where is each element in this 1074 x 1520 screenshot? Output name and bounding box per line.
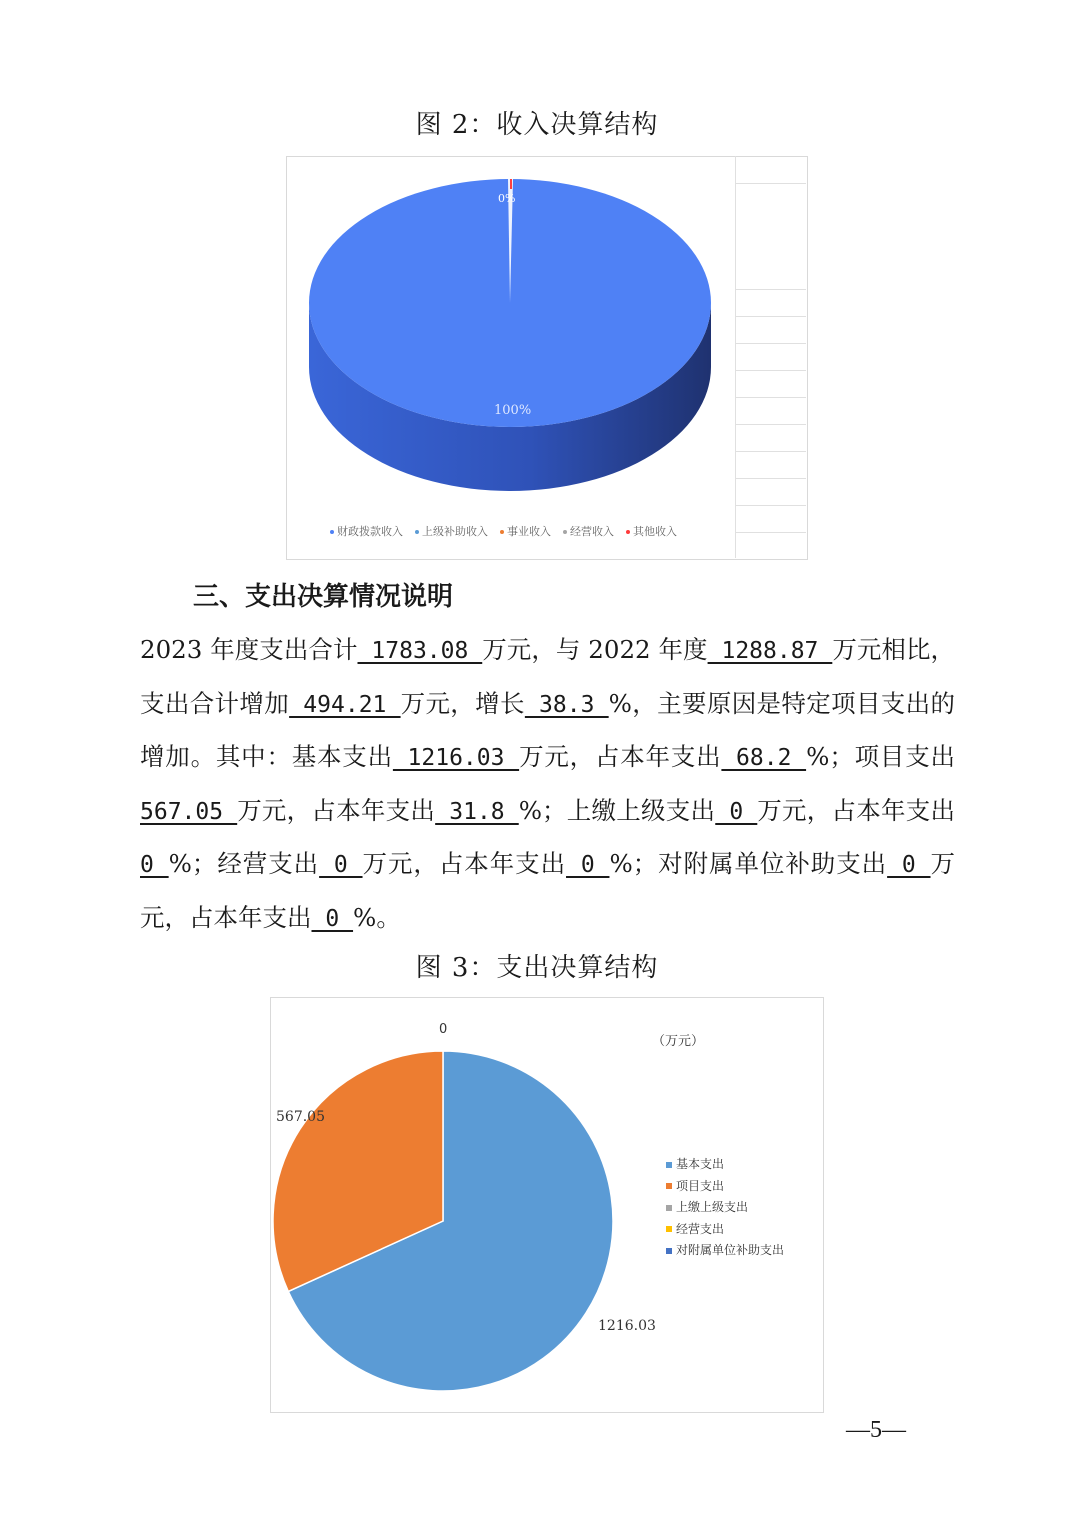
legend-square-icon [666,1226,672,1232]
legend-dot-icon [500,530,504,534]
paragraph-text: 万元，占本年支出 [140,849,956,932]
legend-item [500,523,551,539]
legend-label: 项目支出 [676,1178,725,1193]
paragraph-text: 万元，占本年支出 [362,849,567,878]
underlined-value: 567.05 [140,798,238,825]
paragraph-text: 万元相比，支出合计增加 [140,635,956,718]
legend-item [330,523,403,539]
paragraph-text: 2023 年度支出合计 [140,635,358,664]
underlined-value: 0 [887,852,931,878]
paragraph-text: 万元，占本年支出 [519,742,722,771]
paragraph-text: %；经营支出 [168,849,320,878]
underlined-value: 1216.03 [392,745,520,771]
legend-dot-icon [626,530,630,534]
figure2-pie [309,179,711,491]
legend-item [666,1154,784,1176]
paragraph-text: %，主要原因是特定项目支出的增加。其中：基本支出 [140,688,956,771]
legend-square-icon [666,1162,672,1168]
legend-square-icon [666,1205,672,1211]
figure3-caption: 图 3：支出决算结构 [415,953,659,983]
underlined-value: 494.21 [289,691,401,718]
legend-label: 财政拨款收入 [337,525,403,538]
paragraph-text: 万元，占本年支出 [757,795,956,825]
paragraph-text: %。 [353,902,401,932]
paragraph-text: %；对附属单位补助支出 [609,849,888,878]
underlined-value: 1288.87 [707,638,833,664]
legend-label: 经营收入 [570,525,614,538]
legend-square-icon [666,1248,672,1254]
figure2-pie-svg [286,156,736,516]
figure3-label-zero: 0 [439,1022,448,1037]
paragraph-text: 万元，与 2022 年度 [482,635,708,664]
legend-label: 其他收入 [633,525,677,538]
paragraph-text: 万元，占本年支出 [237,795,436,825]
figure2-legend [330,523,677,539]
legend-label: 对附属单位补助支出 [676,1243,785,1257]
expenditure-paragraph [140,624,955,945]
figure2-label-small: 0% [498,192,516,205]
underlined-value: 0 [715,798,758,825]
figure2-caption: 图 2：收入决算结构 [415,110,659,140]
paragraph-text: 万元，增长 [400,688,525,718]
legend-item [666,1240,784,1262]
legend-label: 经营支出 [676,1221,725,1236]
legend-item [666,1176,784,1198]
underlined-value: 0 [311,905,354,932]
legend-dot-icon [415,530,419,534]
legend-item [666,1219,784,1241]
legend-square-icon [666,1183,672,1189]
underlined-value: 38.3 [524,691,609,718]
legend-label: 基本支出 [676,1157,725,1171]
page-number: —5— [846,1417,906,1443]
underlined-value: 0 [566,852,610,878]
section-heading: 三、支出决算情况说明 [193,582,454,612]
figure3-legend [666,1154,784,1262]
legend-item [626,523,677,539]
underlined-value: 1783.08 [357,638,483,664]
legend-dot-icon [330,530,334,534]
legend-item [415,523,488,539]
legend-item [666,1197,784,1219]
underlined-value: 0 [140,852,169,878]
figure3-label-basic: 1216.03 [598,1318,656,1334]
underlined-value: 0 [319,852,363,878]
paragraph-text: %；上缴上级支出 [518,795,716,825]
figure2-label-main: 100% [494,403,532,418]
legend-dot-icon [563,530,567,534]
legend-label: 上缴上级支出 [676,1200,749,1214]
legend-label: 上级补助收入 [422,525,488,538]
paragraph-text: %；项目支出 [806,742,956,771]
figure3-pie [273,1051,613,1391]
figure3-unit-label: （万元） [652,1034,705,1049]
underlined-value: 31.8 [435,798,519,825]
legend-label: 事业收入 [507,525,551,538]
underlined-value: 68.2 [721,745,807,771]
legend-item [563,523,614,539]
figure3-label-project: 567.05 [276,1109,325,1125]
